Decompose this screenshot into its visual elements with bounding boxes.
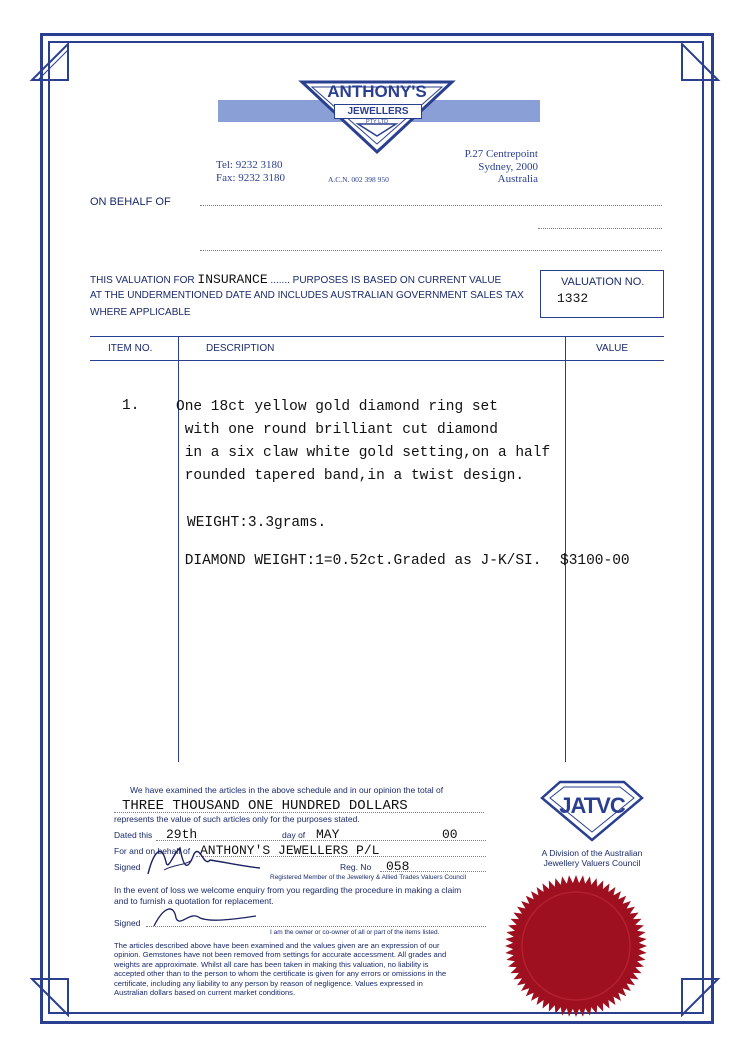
division-line: A Division of the Australian xyxy=(541,848,643,858)
valuation-number: 1332 xyxy=(557,291,589,306)
valuation-line-2: AT THE UNDERMENTIONED DATE AND INCLUDES AUSTRALIAN GOVERNMENT SALES TAX xyxy=(90,290,524,301)
item-value: $3100-00 xyxy=(560,553,630,569)
valuation-suffix: PURPOSES IS BASED ON CURRENT VALUE xyxy=(292,275,502,286)
behalf-of-label: For and on behalf of xyxy=(114,846,191,856)
date-day: 29th xyxy=(166,827,198,842)
corner-ornament-icon xyxy=(678,975,722,1019)
on-behalf-label: ON BEHALF OF xyxy=(90,196,171,208)
corner-ornament-icon xyxy=(678,40,722,84)
dated-label: Dated this xyxy=(114,830,153,840)
behalf-line xyxy=(200,250,662,251)
owner-note: I am the owner or co-owner of all or part of the items listed. xyxy=(270,929,440,936)
disclaimer-line: certificate, including any liability to any person by reason of negligence. Values expressed in xyxy=(114,978,423,988)
valuation-number-label: VALUATION NO. xyxy=(561,276,645,288)
signed-label: Signed xyxy=(114,862,141,872)
brand-pty: PTY LTD xyxy=(365,119,389,125)
corner-ornament-icon xyxy=(28,975,72,1019)
valuation-line-1: THIS VALUATION FOR INSURANCE ....... PURPOSES IS BASED ON CURRENT VALUE xyxy=(90,272,502,287)
loss-text-1: In the event of loss we welcome enquiry from you regarding the procedure in making a claim xyxy=(114,885,462,895)
brand-subtitle: JEWELLERS xyxy=(334,104,422,119)
description-line: with one round brilliant cut diamond xyxy=(176,422,498,438)
brand-name: ANTHONY'S xyxy=(327,82,427,101)
behalf-line xyxy=(538,228,662,229)
total-line xyxy=(114,812,484,813)
division-line: Jewellery Valuers Council xyxy=(543,858,641,868)
address xyxy=(420,148,538,186)
address-line: P.27 Centrepoint xyxy=(464,148,538,160)
red-seal-icon xyxy=(504,874,648,1018)
valuation-prefix: THIS VALUATION FOR xyxy=(90,275,195,286)
tel-text: Tel: 9232 3180 xyxy=(216,159,283,171)
disclaimer-line: accepted other than to the person to whom the certificate is given for any errors or omissions in the xyxy=(114,969,447,979)
valuation-line-3: WHERE APPLICABLE xyxy=(90,307,191,318)
signature-icon xyxy=(150,900,260,930)
col-header-description: DESCRIPTION xyxy=(206,343,275,354)
acn-text: A.C.N. 002 398 950 xyxy=(328,175,389,184)
day-of-label: day of xyxy=(282,830,306,840)
disclaimer xyxy=(114,941,494,997)
total-in-words: THREE THOUSAND ONE HUNDRED DOLLARS xyxy=(122,798,408,814)
disclaimer-line: Australian dollars based on current market conditions. xyxy=(114,988,296,998)
disclaimer-line: weights are approximate. Whilst all care has been taken in making this valuation, no liability is xyxy=(114,959,429,969)
registered-member: Registered Member of the Jewellery & Allied Trades Valuers Council xyxy=(270,874,467,881)
corner-ornament-icon xyxy=(28,40,72,84)
disclaimer-line: The articles described above have been examined and the values given are an expression of our xyxy=(114,941,440,950)
valuation-purpose: INSURANCE xyxy=(197,272,268,287)
address-line: Australia xyxy=(497,173,538,185)
description-line: One 18ct yellow gold diamond ring set xyxy=(176,399,498,415)
column-divider xyxy=(565,337,566,762)
address-line: Sydney, 2000 xyxy=(478,160,538,173)
signed2-label: Signed xyxy=(114,918,141,928)
date-month: MAY xyxy=(316,827,340,842)
reg-label: Reg. No xyxy=(340,862,372,872)
fax-text: Fax: 9232 3180 xyxy=(216,172,286,184)
jatvc-logo-text: JATVC xyxy=(559,793,625,818)
loss-text-2: and to furnish a quotation for replacement. xyxy=(114,896,274,906)
reg-number: 058 xyxy=(386,859,410,874)
signature-icon xyxy=(144,840,264,880)
division-text xyxy=(520,848,664,868)
col-header-item: ITEM NO. xyxy=(108,343,153,354)
date-year: 00 xyxy=(442,827,458,842)
valuation-number-box xyxy=(540,270,664,318)
behalf-line xyxy=(200,205,662,206)
behalf-of-value: ANTHONY'S JEWELLERS P/L xyxy=(200,843,380,858)
description-line: WEIGHT:3.3grams. xyxy=(187,515,327,531)
col-header-value: VALUE xyxy=(596,343,629,354)
table-top-border xyxy=(90,336,664,337)
represents-text: represents the value of such articles only for the purposes stated. xyxy=(114,814,360,824)
description-line: in a six claw white gold setting,on a half xyxy=(176,445,551,461)
item-number: 1. xyxy=(122,398,140,414)
table-header-border xyxy=(90,360,664,361)
examined-text: We have examined the articles in the above schedule and in our opinion the total of xyxy=(130,785,444,795)
description-line: rounded tapered band,in a twist design. xyxy=(176,468,525,484)
description-line: DIAMOND WEIGHT:1=0.52ct.Graded as J-K/SI. xyxy=(176,553,542,569)
reg-line xyxy=(380,871,486,872)
disclaimer-line: opinion. Gemstones have not been removed from settings for accurate accessment. All grades and xyxy=(114,950,447,960)
